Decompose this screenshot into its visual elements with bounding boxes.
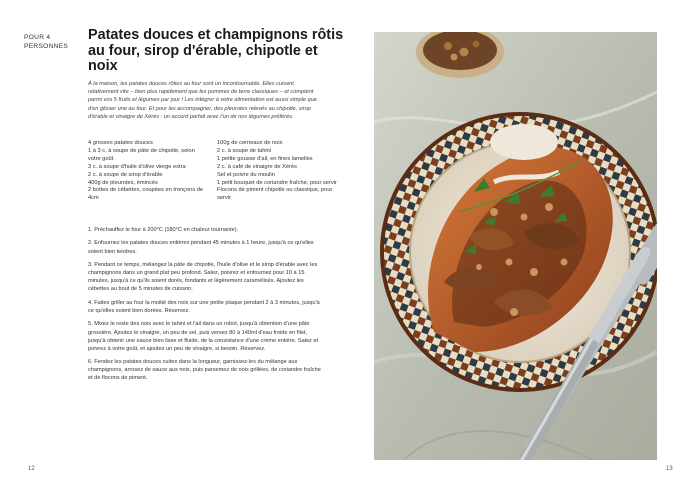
food-photo-icon bbox=[374, 32, 657, 460]
ingredient-item: Flocons de piment chipotle ou classique, pour servir bbox=[217, 187, 333, 202]
ingredient-item: 3 c. à soupe d'huile d'olive vierge extra bbox=[88, 163, 186, 170]
ingredient-item: Sel et poivre du moulin bbox=[217, 171, 275, 178]
ingredient-item: 2 c. à café de vinaigre de Xérès bbox=[217, 163, 297, 170]
ingredients-column-left bbox=[88, 140, 209, 203]
ingredients-list bbox=[88, 140, 338, 203]
page-number-left: 12 bbox=[28, 466, 35, 472]
ingredient-item: 1 petite gousse d'ail, en fines lamelles bbox=[217, 155, 313, 162]
page-number-right: 13 bbox=[666, 466, 673, 472]
recipe-step: 4. Faites griller au four la moitié des noix sur une petite plaque pendant 2 à 3 minutes, jusqu'à ce qu'elles soient bien dorées. Réservez. bbox=[88, 299, 320, 314]
recipe-step: 3. Pendant ce temps, mélangez la pâte de chipotle, l'huile d'olive et le sirop d'érable avec les champignons dans un grand plat peu profond. Salez, poivrez et enfournez pour 10 à 15 minutes, jusqu'à ce qu'ils soient dorés, fondants et légèrement caramélisés. Ajoutez les cébettes au bout de 5 minutes de cuisson. bbox=[88, 262, 318, 293]
ingredient-item: 100g de cerneaux de noix bbox=[217, 140, 283, 146]
right-page bbox=[350, 0, 700, 500]
recipe-step: 1. Préchauffez le four à 200°C (180°C en chaleur tournante). bbox=[88, 227, 239, 233]
ingredient-item: 400g de pleurotes, émincés bbox=[88, 179, 158, 186]
ingredient-item: 2 c. à soupe de tahini bbox=[217, 147, 272, 154]
recipe-step: 2. Enfournez les patates douces entières pendant 45 minutes à 1 heure, jusqu'à ce qu'elles soient bien tendres. bbox=[88, 240, 314, 255]
ingredient-item: 4 grosses patates douces bbox=[88, 140, 153, 146]
ingredient-item: 1 petit bouquet de coriandre fraîche, pour servir bbox=[217, 179, 337, 186]
ingredients-column-right bbox=[217, 140, 338, 203]
ingredient-item: 2 bottes de cébettes, coupées en tronçons de 4cm bbox=[88, 187, 204, 202]
servings-label: POUR 4 PERSONNES bbox=[24, 34, 69, 50]
recipe-steps bbox=[88, 226, 324, 388]
ingredient-item: 1 à 3 c. à soupe de pâte de chipotle, selon votre goût bbox=[88, 147, 195, 162]
recipe-step: 6. Fendez les patates douces cuites dans la longueur, garnissez-les du mélange aux champignons, arrosez de sauce aux noix, puis parsemez de noix grillées, de coriandre fraîche et de flocons de piment. bbox=[88, 359, 321, 382]
recipe-title: Patates douces et champignons rôtis au four, sirop d'érable, chipotle et noix bbox=[88, 27, 344, 75]
ingredient-item: 2 c. à soupe de sirop d'érable bbox=[88, 171, 163, 178]
recipe-step: 5. Mixez le reste des noix avec le tahini et l'ail dans un robot, jusqu'à obtention d'une pâte grossière. Ajoutez le vinaigre, un peu de sel, puis versez 80 à 140ml d'eau froide en filet, jusqu'à obtenir une sauce bien lisse et fluide, de la consistance d'une crème entière. Salez et poivrez à votre goût, et ajoutez un peu de vinaigre, si besoin. Réservez. bbox=[88, 321, 319, 352]
recipe-intro: À la maison, les patates douces rôties au four sont un incontournable. Elles cuisent relativement vite – bien plus rapidement que les pommes de terre classiques – et comptent parmi vos 5 fruits et légumes par jour ! Les intégrer à votre alimentation est aussi simple que d'en glisser une au four. Et pour les accompagner, des pleurotes relevés au chipotle, sirop d'érable et vinaigre de Xérès : un accord parfait avec l'un de nos légumes préférés. bbox=[88, 81, 317, 120]
